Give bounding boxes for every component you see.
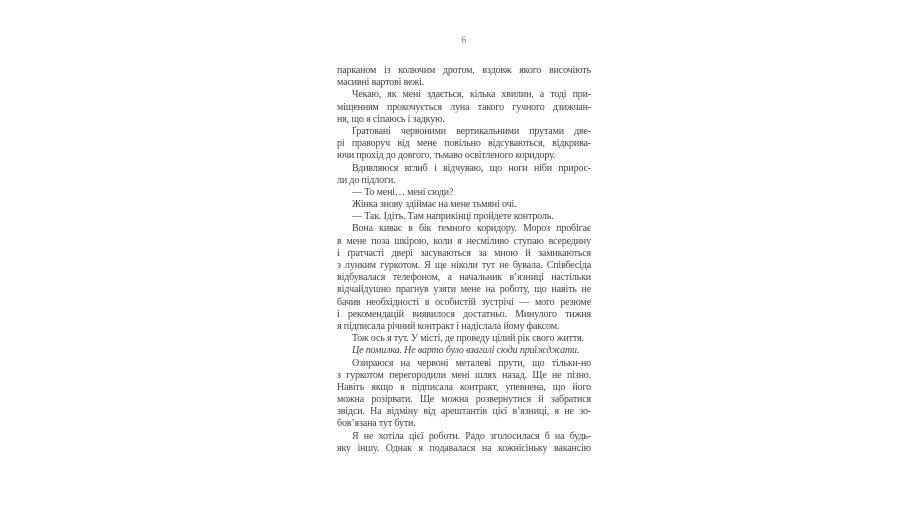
paragraph <box>337 431 591 455</box>
paragraph <box>337 163 591 187</box>
text-line: в мене поза шкірою, коли я несміливо ступаю всередину <box>337 235 591 247</box>
text-line: і ґратчасті двері засуваються за мною й замикаються <box>337 247 591 259</box>
text-line: масивні вартові вежі. <box>337 77 425 89</box>
text-line: і рекомендацій виявилося достатньо. Минулого тижня <box>337 308 591 320</box>
text-line: можна розірвати. Ще можна розвернутися й забратися <box>337 394 591 406</box>
text-line: — То мені… мені сюди? <box>352 186 454 198</box>
text-line: Це помилка. Не варто було взагалі сюди приїжджати. <box>352 345 580 357</box>
paragraph <box>337 187 591 199</box>
text-line: Я не хотіла цієї роботи. Радо зголосилася б на будь- <box>352 430 591 442</box>
text-line: — Так. Ідіть. Там наприкінці пройдете контроль. <box>352 211 554 223</box>
text-line: рі праворуч від мене повільно відсуваються, відкрива- <box>337 138 591 150</box>
text-line: відчайдушно прагнув узяти мене на роботу, що навіть не <box>337 284 591 296</box>
text-line: я підписала річний контракт і надіслала йому факсом. <box>337 320 560 332</box>
paragraph <box>337 333 591 345</box>
paragraph <box>337 199 591 211</box>
text-line: Вона киває в бік темного коридору. Мороз пробігає <box>352 223 591 235</box>
paragraph <box>337 358 591 431</box>
text-line: Вдивляюся вглиб і відчуваю, що ноги ніби прирос- <box>352 162 591 174</box>
text-line: ючи прохід до довгого, тьмаво освітленого коридору. <box>337 150 556 162</box>
text-line: Жінка знову здіймає на мене тьмяні очі. <box>352 199 517 211</box>
text-line: Тож ось я тут. У місті, де проведу цілий рік свого життя. <box>352 333 584 345</box>
text-line: з лунким гуркотом. Я ще ніколи тут не бувала. Співбесіда <box>337 260 591 271</box>
paragraph <box>337 65 591 89</box>
text-line: відбувалася телефоном, а начальник в’язниці настільки <box>337 272 591 284</box>
paragraph <box>337 126 591 163</box>
text-line: міщенням прокочується луна такого гучного дзижчан- <box>337 101 591 113</box>
text-line: Навіть якщо я підписала контракт, упевнена, що його <box>337 381 591 393</box>
text-line: з гуркотом перегородили мені шлях назад. Ще не пізно. <box>337 369 591 381</box>
text-line: бачив необхідності в особистій зустрічі — мого резюме <box>337 296 591 308</box>
text-line: Озираюся на червоні металеві прути, що тільки-но <box>352 357 591 369</box>
page-text <box>337 65 591 455</box>
text-line: бов’язана тут бути. <box>337 418 416 430</box>
page-number: 6 <box>461 36 467 46</box>
paragraph <box>337 223 591 333</box>
text-line: Ґратовані червоними вертикальними прутами две- <box>352 125 591 137</box>
text-line: ня, що я сіпаюсь і задкую. <box>337 113 445 125</box>
paragraph <box>337 89 591 126</box>
book-page <box>337 36 591 455</box>
text-line: Чекаю, як мені здається, кілька хвилин, а тоді при- <box>352 89 591 101</box>
text-line: звідси. На відміну від арештантів цієї в’язниці, я не зо- <box>337 406 591 418</box>
paragraph <box>337 211 591 223</box>
text-line: яку іншу. Однак я подавалася на кожнісіньку вакансію <box>337 442 591 454</box>
text-line: ли до підлоги. <box>337 174 396 186</box>
text-line: парканом із колючим дротом, вздовж якого височіють <box>337 65 591 76</box>
paragraph <box>337 345 591 357</box>
